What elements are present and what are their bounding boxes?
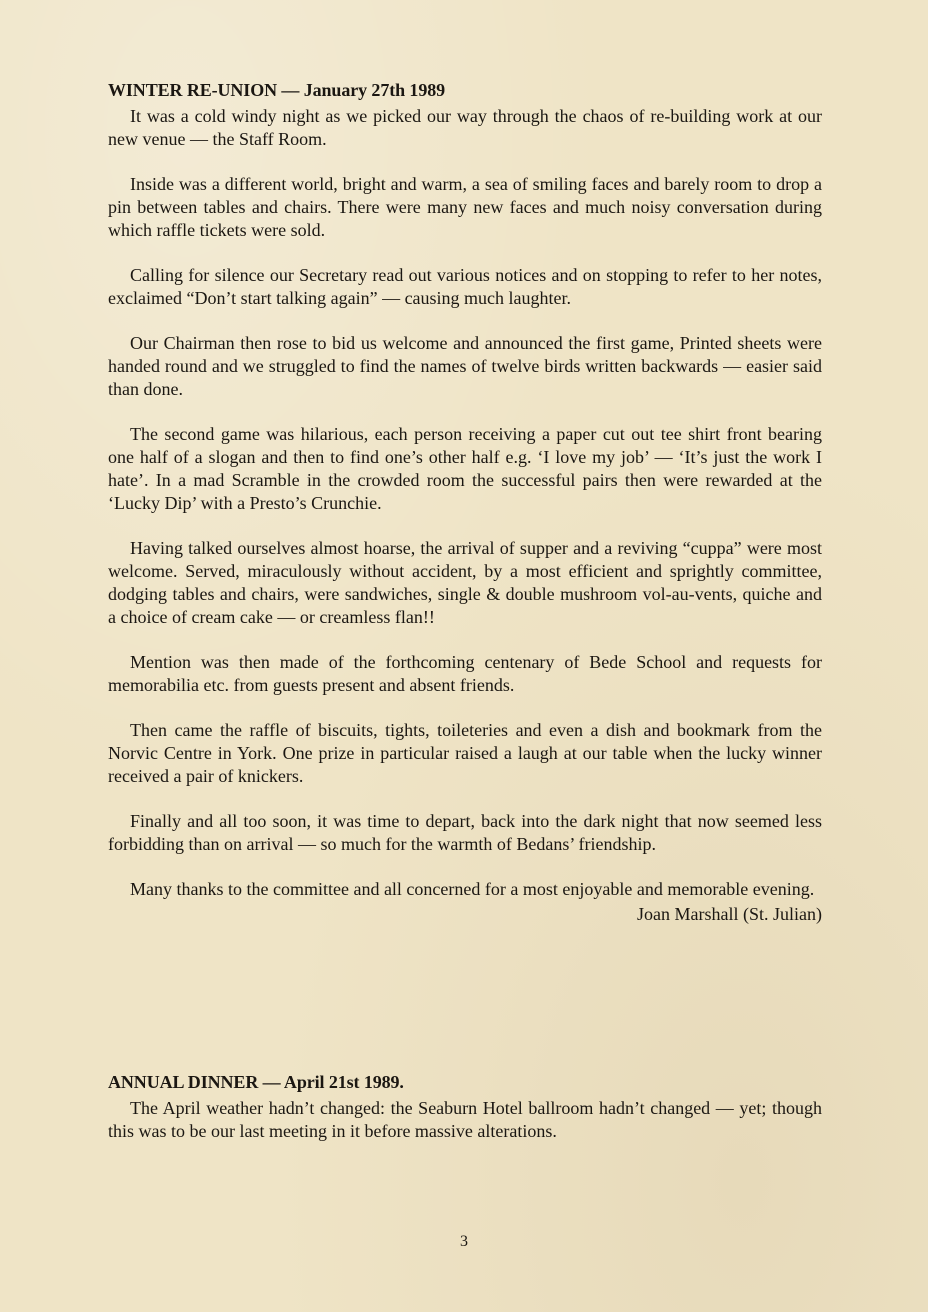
paragraph: Finally and all too soon, it was time to depart, back into the dark night that now seemed less forbidding than on arrival — so much for the warmth of Bedans’ friendship. bbox=[108, 811, 822, 854]
paragraph-gap bbox=[108, 629, 822, 651]
paragraph: Our Chairman then rose to bid us welcome and announced the first game, Printed sheets were handed round and we struggled to find the names of twelve birds written backwards — easier said than done. bbox=[108, 333, 822, 399]
paragraph: Calling for silence our Secretary read out various notices and on stopping to refer to her notes, exclaimed “Don’t start talking again” — causing much laughter. bbox=[108, 265, 822, 308]
paragraph-gap bbox=[108, 515, 822, 537]
paragraph-gap bbox=[108, 856, 822, 878]
paragraph-gap bbox=[108, 242, 822, 264]
paragraph: Mention was then made of the forthcoming centenary of Bede School and requests for memorabilia etc. from guests present and absent friends. bbox=[108, 652, 822, 695]
paragraph: The April weather hadn’t changed: the Seaburn Hotel ballroom hadn’t changed — yet; though this was to be our last meeting in it before massive alterations. bbox=[108, 1098, 822, 1141]
paragraph-gap bbox=[108, 401, 822, 423]
paragraph-gap bbox=[108, 697, 822, 719]
paragraph-gap bbox=[108, 151, 822, 173]
paragraph-gap bbox=[108, 788, 822, 810]
paragraph-gap bbox=[108, 310, 822, 332]
paragraph: Inside was a different world, bright and warm, a sea of smiling faces and barely room to drop a pin between tables and chairs. There were many new faces and much noisy conversation during which raffle tickets were sold. bbox=[108, 174, 822, 240]
page-number: 3 bbox=[460, 1233, 468, 1250]
section-heading: WINTER RE-UNION — January 27th 1989 bbox=[108, 80, 446, 100]
paragraph: It was a cold windy night as we picked our way through the chaos of re-building work at our new venue — the Staff Room. bbox=[108, 106, 822, 149]
winter-reunion-section bbox=[108, 78, 822, 926]
paragraph: Then came the raffle of biscuits, tights, toileteries and even a dish and bookmark from the Norvic Centre in York. One prize in particular raised a laugh at our table when the lucky winner received a pair of knickers. bbox=[108, 720, 822, 786]
paragraph: The second game was hilarious, each person receiving a paper cut out tee shirt front bearing one half of a slogan and then to find one’s other half e.g. ‘I love my job’ — ‘It’s just the work I hate’. In a mad Scramble in the crowded room the successful pairs then were rewarded at the ‘Lucky Dip’ with a Presto’s Crunchie. bbox=[108, 424, 822, 513]
section-heading: ANNUAL DINNER — April 21st 1989. bbox=[108, 1072, 404, 1092]
author-signature: Joan Marshall (St. Julian) bbox=[637, 904, 822, 924]
paragraph: Having talked ourselves almost hoarse, the arrival of supper and a reviving “cuppa” were most welcome. Served, miraculously without accident, by a most efficient and sprightly committee, dodging tables and chairs, were sandwiches, single & double mushroom vol-au-vents, quiche and a choice of cream cake — or creamless flan!! bbox=[108, 538, 822, 627]
paragraph: Many thanks to the committee and all concerned for a most enjoyable and memorable evening. bbox=[130, 879, 815, 899]
annual-dinner-section bbox=[108, 1070, 822, 1143]
